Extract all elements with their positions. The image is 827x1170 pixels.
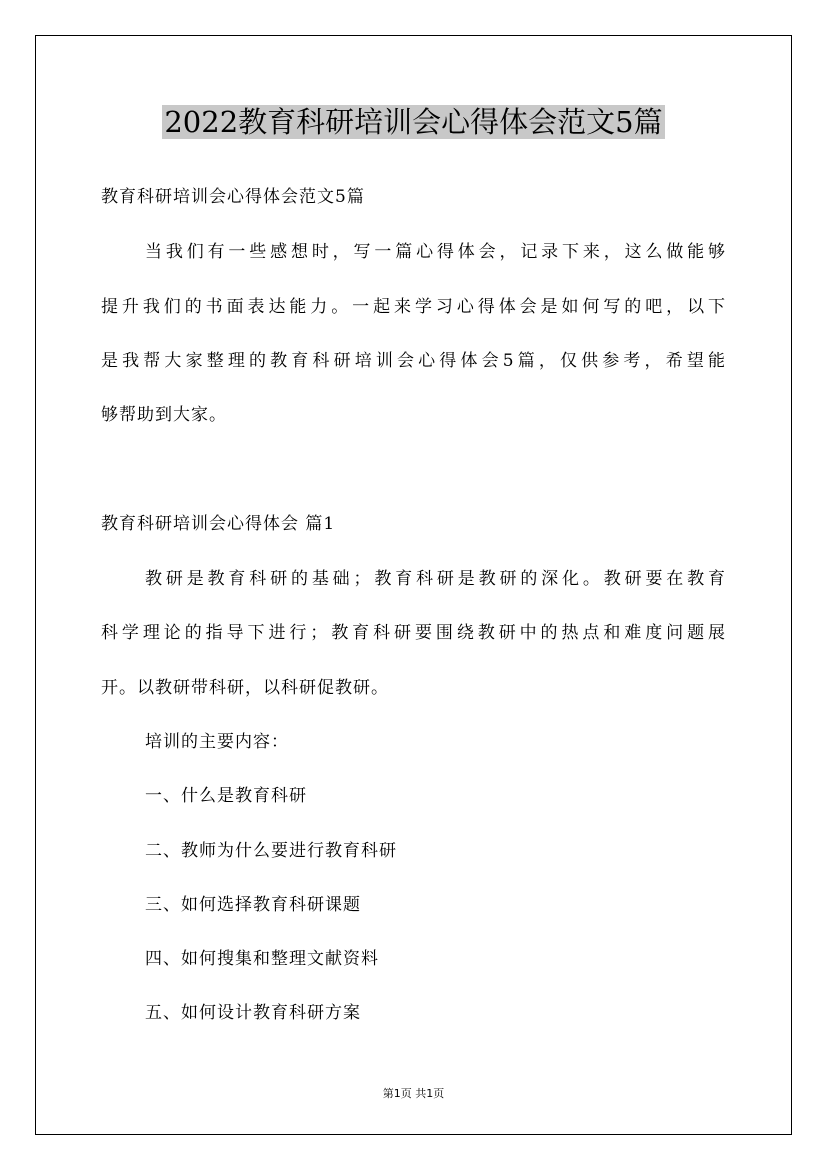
section-paragraph-line: 教研是教育科研的基础；教育科研是教研的深化。教研要在教育 bbox=[145, 569, 725, 589]
training-item: 二、教师为什么要进行教育科研 bbox=[145, 841, 397, 861]
section-paragraph-line: 科学理论的指导下进行；教育科研要围绕教研中的热点和难度问题展 bbox=[101, 623, 725, 643]
intro-line: 当我们有一些感想时，写一篇心得体会，记录下来，这么做能够 bbox=[145, 242, 725, 262]
section-paragraph-line: 开。以教研带科研，以科研促教研。 bbox=[101, 678, 389, 698]
training-item: 五、如何设计教育科研方案 bbox=[145, 1003, 361, 1023]
training-item: 四、如何搜集和整理文献资料 bbox=[145, 949, 379, 969]
page-footer: 第1页 共1页 bbox=[382, 1087, 445, 1100]
intro-line: 是我帮大家整理的教育科研培训会心得体会5篇，仅供参考，希望能 bbox=[101, 351, 725, 371]
document-title-text: 2022教育科研培训会心得体会范文5篇 bbox=[164, 105, 663, 139]
intro-line: 提升我们的书面表达能力。一起来学习心得体会是如何写的吧，以下 bbox=[101, 297, 725, 317]
training-label: 培训的主要内容： bbox=[145, 732, 289, 752]
training-item: 一、什么是教育科研 bbox=[145, 786, 307, 806]
document-title bbox=[0, 100, 827, 144]
subtitle: 教育科研培训会心得体会范文5篇 bbox=[101, 187, 365, 207]
intro-line: 够帮助到大家。 bbox=[101, 405, 227, 425]
training-item: 三、如何选择教育科研课题 bbox=[145, 895, 361, 915]
section-heading: 教育科研培训会心得体会 篇1 bbox=[101, 514, 336, 534]
